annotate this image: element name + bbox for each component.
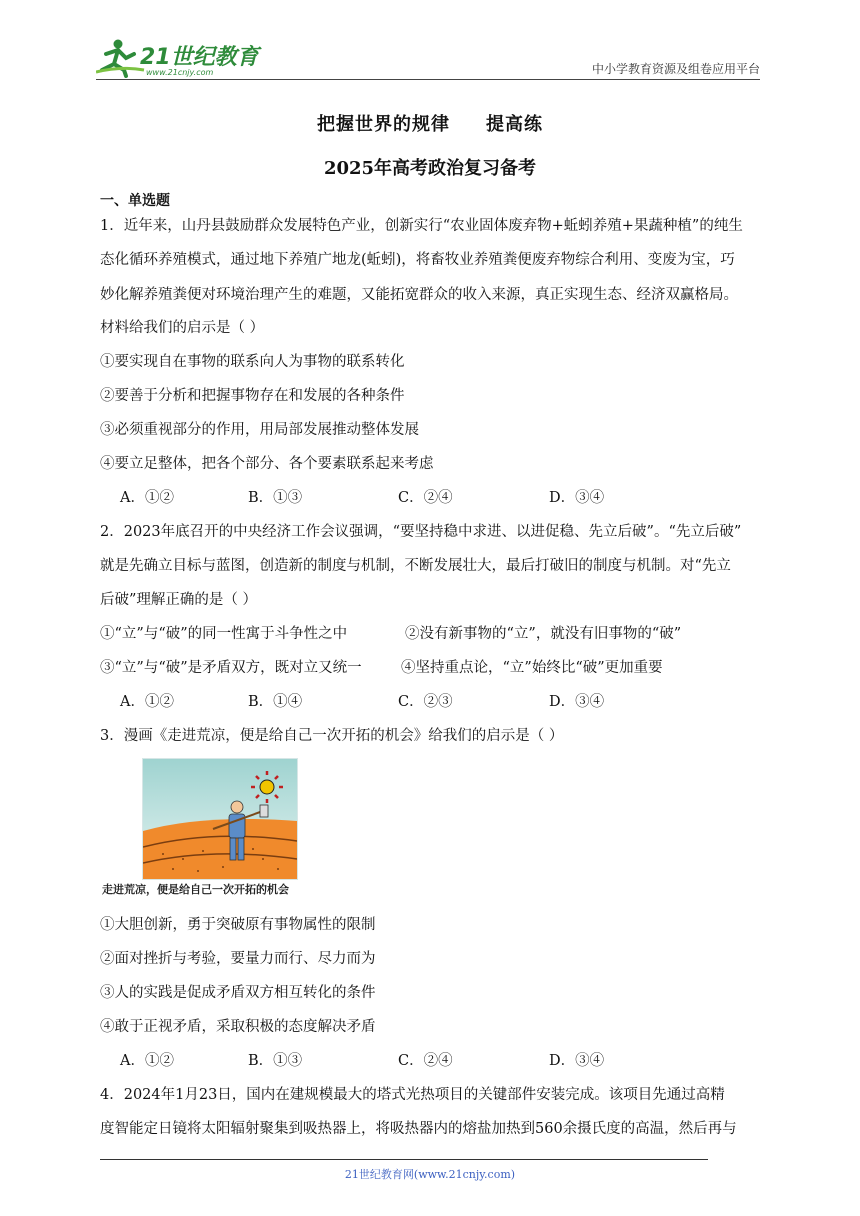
q3-statement: ④敢于正视矛盾，采取积极的态度解决矛盾 [100, 1019, 376, 1035]
q3-option-a[interactable]: A．①② [120, 1053, 174, 1069]
site-logo [96, 36, 296, 78]
header-divider [96, 79, 760, 80]
q2-option-a[interactable]: A．①② [120, 694, 174, 710]
q2-option-d[interactable]: D．③④ [549, 694, 605, 710]
q3-statement: ②面对挫折与考验，要量力而行、尽力而为 [100, 951, 376, 967]
q2-text-line: 就是先确立目标与蓝图，创造新的制度与机制，不断发展壮大，最后打破旧的制度与机制。对“先立 [100, 558, 731, 574]
comic-illustration [142, 758, 298, 880]
q3-option-c[interactable]: C．②④ [398, 1053, 453, 1069]
q1-option-a[interactable]: A．①② [120, 490, 174, 506]
q2-option-b[interactable]: B．①④ [248, 694, 303, 710]
q1-statement: ③必须重视部分的作用，用局部发展推动整体发展 [100, 422, 419, 438]
page-subtitle: 2025年高考政治复习备考 [323, 158, 537, 179]
section-heading: 一、单选题 [100, 193, 170, 209]
q2-option-c[interactable]: C．②③ [398, 694, 453, 710]
q3-option-d[interactable]: D．③④ [549, 1053, 605, 1069]
q1-text-line: 1．近年来，山丹县鼓励群众发展特色产业，创新实行“农业固体废弃物+蚯蚓养殖+果蔬种植”的纯生 [100, 218, 743, 234]
q2-text-line: 2．2023年底召开的中央经济工作会议强调，“要坚持稳中求进、以进促稳、先立后破”。“先立后破” [100, 524, 742, 540]
q4-text-line: 4．2024年1月23日，国内在建规模最大的塔式光热项目的关键部件安装完成。该项目先通过高精 [100, 1087, 725, 1103]
q1-option-d[interactable]: D．③④ [549, 490, 605, 506]
logo-text: 21世纪教育 [140, 45, 259, 70]
footer-link[interactable]: 21世纪教育网(www.21cnjy.com) [344, 1168, 516, 1181]
q4-text-line: 度智能定日镜将太阳辐射聚集到吸热器上，将吸热器内的熔盐加热到560余摄氏度的高温，然后再与 [100, 1121, 737, 1137]
q1-option-b[interactable]: B．①③ [248, 490, 303, 506]
q1-text-line: 妙化解养殖粪便对环境治理产生的难题，又能拓宽群众的收入来源，真正实现生态、经济双赢格局。 [100, 287, 738, 303]
q3-text-line: 3．漫画《走进荒凉，便是给自己一次开拓的机会》给我们的启示是（ ） [100, 728, 564, 744]
q2-statement: ②没有新事物的“立”，就没有旧事物的“破” [405, 626, 682, 642]
title-main: 把握世界的规律 [317, 114, 450, 135]
q1-statement: ④要立足整体，把各个部分、各个要素联系起来考虑 [100, 456, 434, 472]
q3-statement: ①大胆创新，勇于突破原有事物属性的限制 [100, 917, 376, 933]
q3-option-b[interactable]: B．①③ [248, 1053, 303, 1069]
q1-statement: ②要善于分析和把握事物存在和发展的各种条件 [100, 388, 405, 404]
header-platform-text: 中小学教育资源及组卷应用平台 [591, 62, 760, 76]
page-header [96, 36, 760, 80]
q1-statement: ①要实现自在事物的联系向人为事物的联系转化 [100, 354, 405, 370]
title-sub: 提高练 [486, 114, 543, 135]
q2-text-line: 后破”理解正确的是（ ） [100, 592, 258, 608]
q1-text-line: 态化循环养殖模式，通过地下养殖广地龙(蚯蚓)，将畜牧业养殖粪便废弃物综合利用、变废为宝，巧 [100, 252, 735, 268]
q1-option-c[interactable]: C．②④ [398, 490, 453, 506]
comic-caption: 走进荒凉，便是给自己一次开拓的机会 [102, 883, 289, 896]
q2-statement: ①“立”与“破”的同一性寓于斗争性之中 [100, 626, 348, 642]
footer-divider [100, 1159, 708, 1160]
page-title [0, 110, 860, 136]
logo-url: www.21cnjy.com [146, 68, 214, 77]
q1-text-line: 材料给我们的启示是（ ） [100, 320, 265, 336]
q2-statement: ④坚持重点论，“立”始终比“破”更加重要 [401, 660, 663, 676]
q3-statement: ③人的实践是促成矛盾双方相互转化的条件 [100, 985, 376, 1001]
q2-statement: ③“立”与“破”是矛盾双方，既对立又统一 [100, 660, 362, 676]
